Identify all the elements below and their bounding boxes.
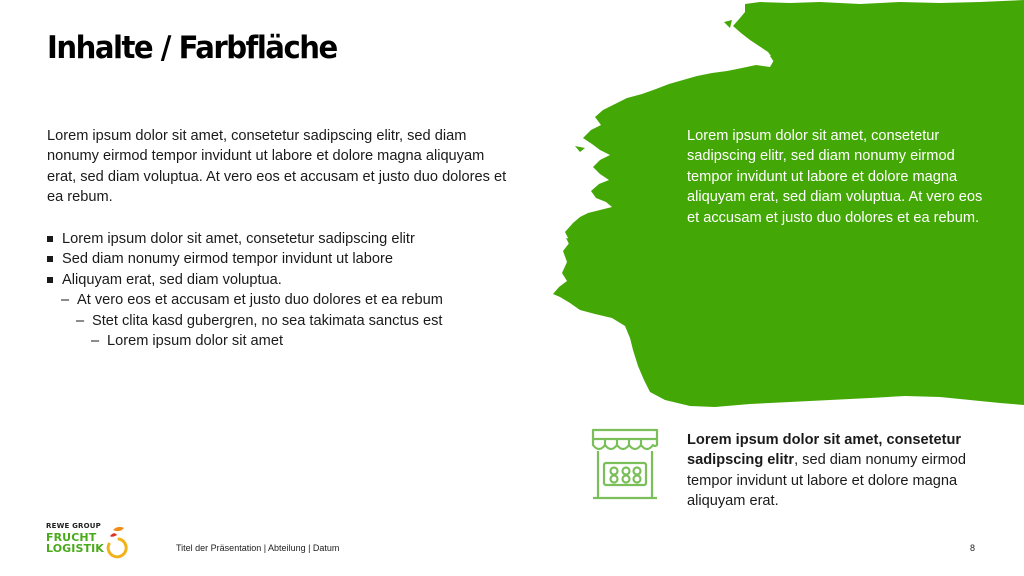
dash-bullet-icon: – (61, 292, 70, 309)
square-bullet-icon (47, 256, 53, 262)
bullet-text: Aliquyam erat, sed diam voluptua. (62, 271, 282, 288)
bullet-text: Lorem ipsum dolor sit amet, consetetur sadipscing elitr (62, 231, 415, 247)
dash-bullet-icon: – (91, 333, 100, 350)
body-paragraph: Lorem ipsum dolor sit amet, consetetur sadipscing elitr, sed diam nonumy eirmod tempor invidunt ut labore et dolore magna aliquyam erat, sed diam voluptua. At vero eos et accusam et justo duo dolores et ea rebum. (47, 128, 507, 206)
logo-brand: REWE GROUP (46, 522, 102, 530)
icon-description (687, 430, 987, 512)
bullet-list (47, 229, 443, 351)
footer-text: Titel der Präsentation | Abteilung | Datum (176, 543, 340, 553)
bullet-item (47, 229, 443, 249)
bullet-item (47, 249, 443, 269)
bullet-item (47, 270, 443, 290)
bullet-text: At vero eos et accusam et justo duo dolores et ea rebum (77, 292, 443, 309)
page-number: 8 (970, 543, 976, 553)
square-bullet-icon (47, 277, 53, 283)
square-bullet-icon (47, 236, 53, 242)
bullet-text: Stet clita kasd gubergren, no sea takimata sanctus est (92, 312, 443, 329)
icon-description-bold: Lorem ipsum dolor sit amet, consetetur sadipscing elitr (687, 432, 962, 469)
slide-title: Inhalte / Farbfläche (47, 30, 337, 66)
bullet-item (47, 311, 443, 331)
bullet-item (47, 290, 443, 310)
icon-description-text: , sed diam nonumy eirmod tempor invidunt ut labore et dolore magna aliquyam erat. (687, 452, 967, 510)
logo-line-1: FRUCHT (46, 531, 97, 544)
logo-line-2: LOGISTIK (46, 542, 104, 555)
rewe-frucht-logistik-logo (46, 522, 132, 564)
green-panel-text: Lorem ipsum dolor sit amet, consetetur sadipscing elitr, sed diam nonumy eirmod tempor invidunt ut labore et dolore magna aliquyam erat, sed diam voluptua. At vero eos et accusam et justo duo dolores et ea rebum. (687, 128, 983, 226)
market-stall-icon (589, 428, 661, 504)
fruit-logo-icon (104, 526, 130, 562)
bullet-item (47, 331, 443, 351)
bullet-text: Sed diam nonumy eirmod tempor invidunt ut labore (62, 251, 393, 268)
dash-bullet-icon: – (76, 312, 85, 329)
bullet-text: Lorem ipsum dolor sit amet (107, 333, 284, 350)
